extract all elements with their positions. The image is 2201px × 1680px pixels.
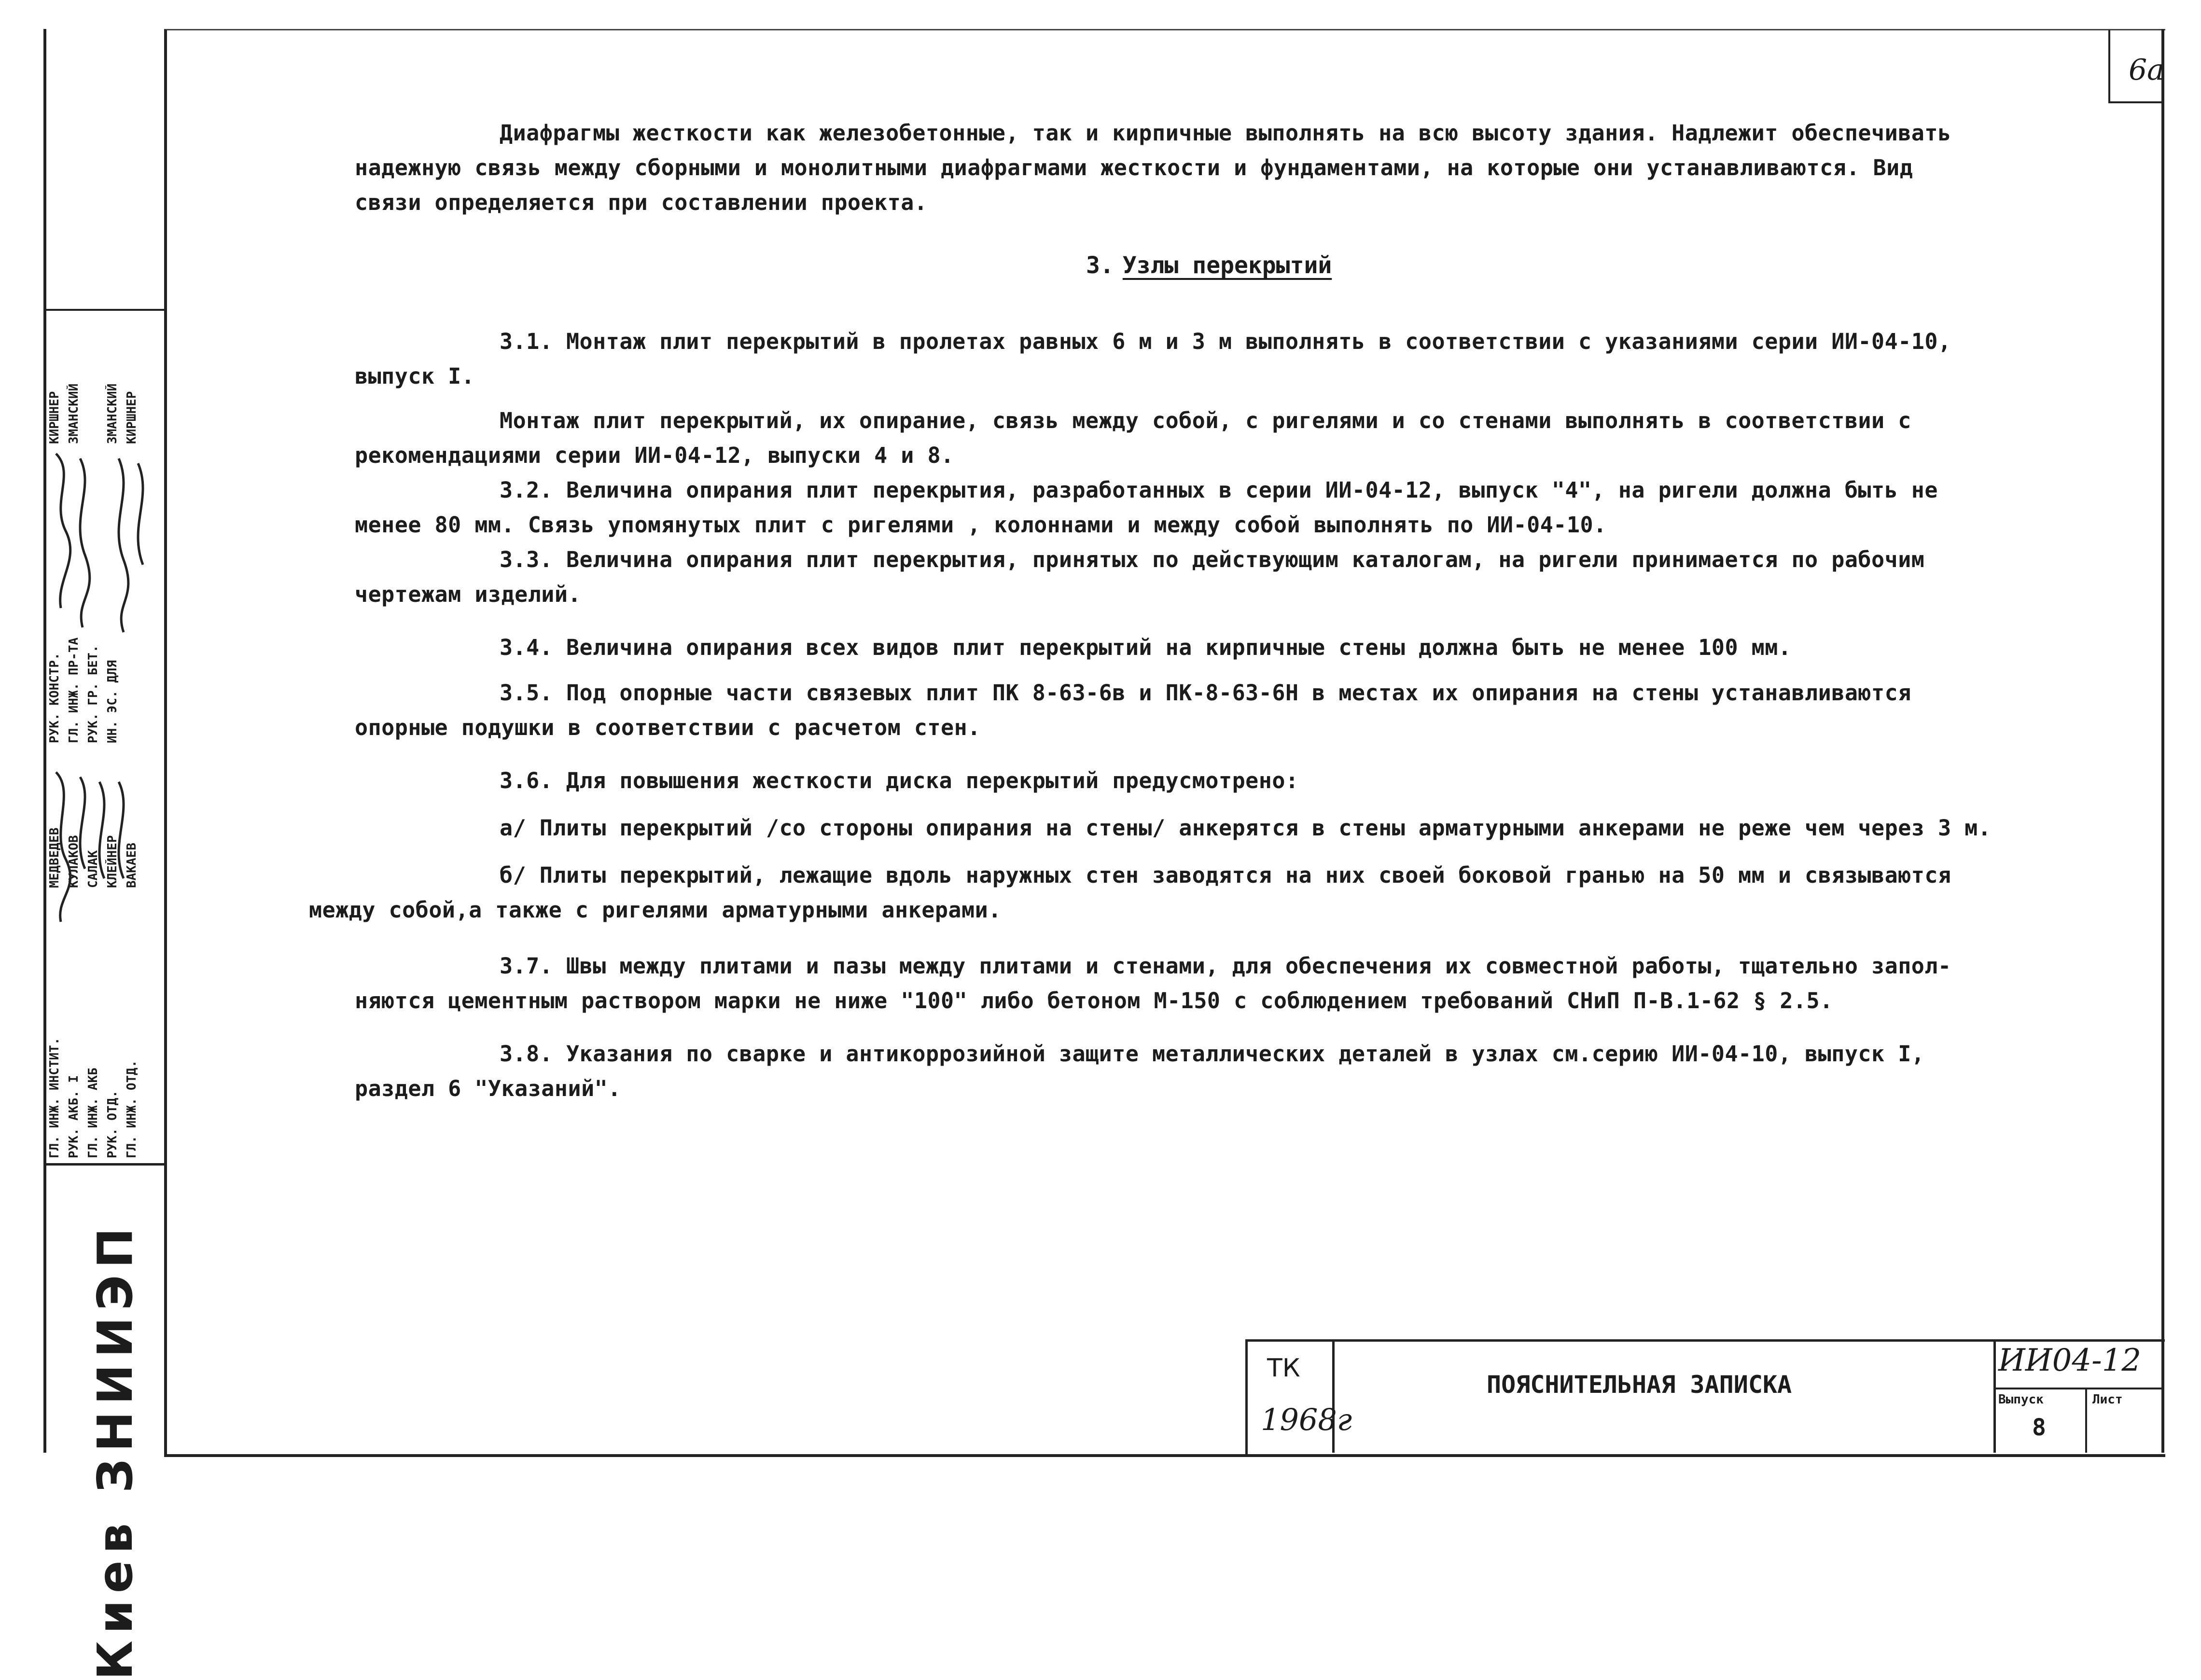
paragraph-3-5	[355, 676, 2121, 745]
intro-paragraph	[355, 116, 2121, 220]
stamp-name: МЕДВЕДЕВ	[47, 827, 62, 888]
text-line: связи определяется при составлении проекта.	[355, 190, 928, 215]
text-line: 3.8. Указания по сварке и антикоррозийной защите металлических деталей в узлах см.серию ИИ-04-10, выпуск I,	[500, 1041, 1925, 1067]
paragraph-3-3	[355, 542, 2121, 612]
stamp-name: КИРШНЕР	[125, 391, 139, 444]
stamp-role: РУК. КОНСТР.	[47, 653, 62, 743]
stamp-role: ГЛ. ИНЖ. ИНСТИТ.	[47, 1037, 62, 1158]
text-line: а/ Плиты перекрытий /со стороны опирания на стены/ анкерятся в стены арматурными анкерами не реже чем через 3 м.	[500, 815, 1992, 841]
paragraph-3-1	[355, 324, 2121, 394]
stamp-name: САЛАК	[86, 850, 100, 888]
paragraph-3-6-a	[355, 811, 2121, 846]
sheet-frame-right-edge	[2161, 29, 2164, 1453]
title-block-divider	[2085, 1388, 2087, 1453]
stamp-role: ИН. ЭС. ДЛЯ	[105, 660, 120, 743]
paragraph-3-6	[355, 764, 2121, 798]
text-line: 3.5. Под опорные части связевых плит ПК 8-63-6в и ПК-8-63-6Н в местах их опирания на стены устанавливаются	[500, 680, 1911, 706]
stamp-name: КИРШНЕР	[47, 391, 62, 444]
paragraph-3-7	[355, 949, 2121, 1018]
paragraph-3-6-b	[309, 858, 2076, 928]
title-block-code: ТК	[1267, 1354, 1300, 1383]
issue-label: Выпуск	[1998, 1392, 2044, 1407]
text-line: рекомендациями серии ИИ-04-12, выпуски 4 и 8.	[355, 443, 954, 468]
text-line: Диафрагмы жесткости как железобетонные, так и кирпичные выполнять на всю высоту здания. Надлежит обеспечивать	[500, 120, 1951, 146]
stamp-role: ГЛ. ИНЖ. АКБ	[86, 1068, 100, 1158]
stamp-name: ЗМАНСКИЙ	[67, 383, 81, 444]
stamp-role: РУК. АКБ. I	[67, 1075, 81, 1158]
section-heading	[1086, 252, 1332, 279]
stamp-name: КУЛАКОВ	[67, 835, 81, 888]
title-block-divider	[1993, 1339, 1996, 1453]
sheet-number: 8	[2032, 1414, 2046, 1441]
stamp-border	[43, 1163, 164, 1166]
section-number: 3.	[1086, 252, 1114, 279]
text-line: между собой,а также с ригелями арматурными анкерами.	[309, 897, 1002, 923]
stamp-name: ВАКАЕВ	[125, 843, 139, 888]
text-line: 3.7. Швы между плитами и пазы между плитами и стенами, для обеспечения их совместной работы, тщательно запол-	[500, 953, 1951, 979]
signatures	[46, 444, 162, 927]
text-line: надежную связь между сборными и монолитными диафрагмами жесткости и фундаментами, на которые они устанавливаются. Вид	[355, 155, 1913, 180]
title-block-divider	[1993, 1388, 2162, 1389]
series-code: ИИ04-12	[1998, 1343, 2142, 1378]
stamp-name: ЗМАНСКИЙ	[105, 383, 120, 444]
sheet-label: Лист	[2092, 1392, 2123, 1407]
organization-label: Киев ЗНИИЭП	[87, 1221, 143, 1680]
title-block-year: 1968г	[1261, 1402, 1352, 1437]
text-line: 3.2. Величина опирания плит перекрытия, разработанных в серии ИИ-04-12, выпуск "4", на ригели должна быть не	[500, 477, 1938, 503]
page-number: 6а	[2129, 53, 2164, 87]
paragraph-3-1-b	[355, 403, 2121, 473]
text-line: 3.4. Величина опирания всех видов плит перекрытий на кирпичные стены должна быть не менее 100 мм.	[500, 635, 1792, 660]
text-line: выпуск I.	[355, 363, 475, 389]
stamp-role: ГЛ. ИНЖ. ПР-ТА	[67, 637, 81, 743]
text-line: 3.1. Монтаж плит перекрытий в пролетах равных 6 м и 3 м выполнять в соответствии с указаниями серии ИИ-04-10,	[500, 329, 1951, 354]
text-line: раздел 6 "Указаний".	[355, 1076, 621, 1101]
text-line: опорные подушки в соответствии с расчетом стен.	[355, 715, 981, 740]
stamp-name: КЛЕЙНЕР	[105, 835, 120, 888]
text-line: менее 80 мм. Связь упомянутых плит с ригелями , колоннами и между собой выполнять по ИИ-04-10.	[355, 512, 1607, 538]
text-line: 3.6. Для повышения жесткости диска перекрытий предусмотрено:	[500, 768, 1299, 793]
section-title: Узлы перекрытий	[1122, 252, 1332, 279]
stamp-role: ГЛ. ИНЖ. ОТД.	[125, 1060, 139, 1158]
paragraph-3-8	[355, 1037, 2121, 1106]
text-line: б/ Плиты перекрытий, лежащие вдоль наружных стен заводятся на них своей боковой гранью на 50 мм и связываются	[500, 862, 1951, 888]
text-line: чертежам изделий.	[355, 582, 582, 607]
text-line: 3.3. Величина опирания плит перекрытия, принятых по действующим каталогам, на ригели принимается по рабочим	[500, 547, 1925, 572]
paragraph-3-2	[355, 473, 2121, 542]
stamp-role: РУК. ОТД.	[105, 1090, 120, 1158]
document-title: ПОЯСНИТЕЛЬНАЯ ЗАПИСКА	[1487, 1371, 1792, 1399]
paragraph-3-4	[355, 630, 2121, 665]
text-line: Монтаж плит перекрытий, их опирание, связь между собой, с ригелями и со стенами выполнять в соответствии с	[500, 408, 1911, 433]
stamp-role: РУК. ГР. БЕТ.	[86, 645, 100, 743]
text-line: няются цементным раствором марки не ниже "100" либо бетоном М-150 с соблюдением требований СНиП П-В.1-62 § 2.5.	[355, 988, 1833, 1014]
stamp-border	[43, 309, 164, 311]
